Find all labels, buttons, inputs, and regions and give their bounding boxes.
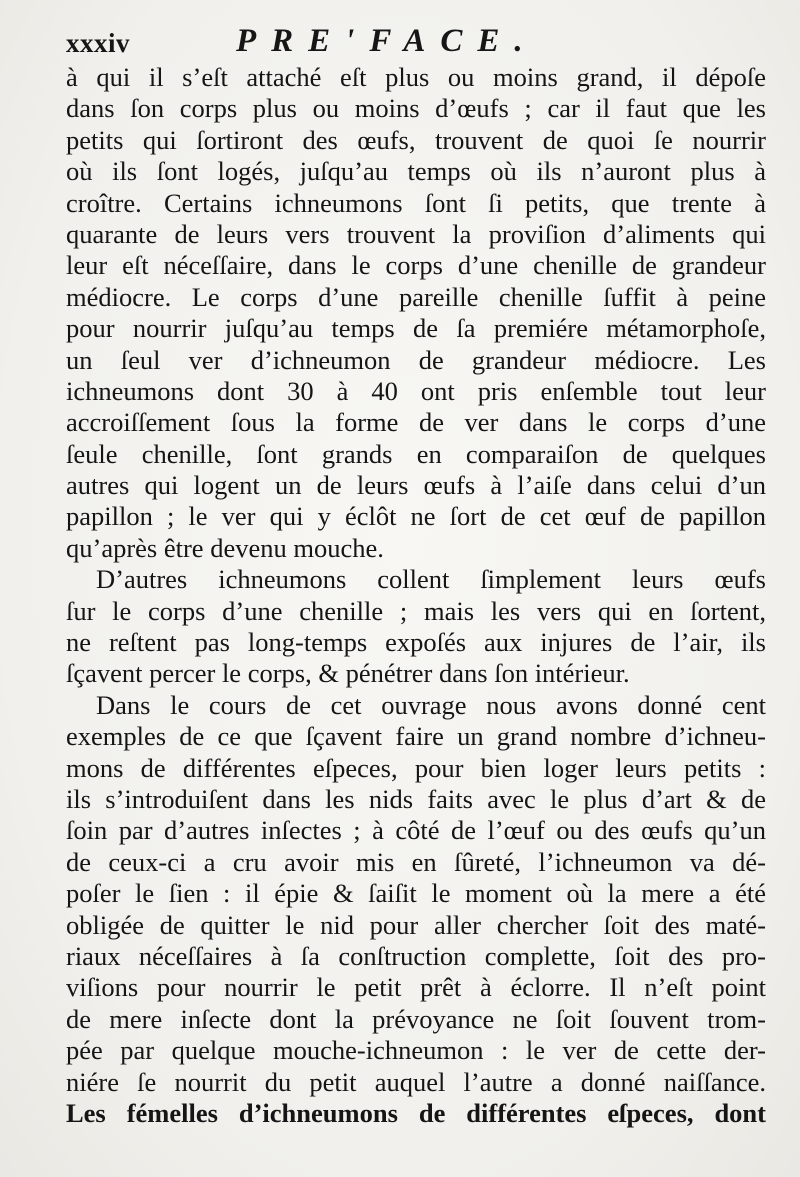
text-line: médiocre. Le corps d’une pareille chenille ſuffit à peine <box>66 281 766 312</box>
text-line: exemples de ce que ſçavent faire un grand nombre d’ichneu- <box>66 721 766 752</box>
text-line: un ſeul ver d’ichneumon de grandeur médiocre. Les <box>66 344 766 375</box>
page-header <box>66 18 766 64</box>
text-line: niére ſe nourrit du petit auquel l’autre a donné naiſſance. <box>66 1066 766 1097</box>
text-line: poſer le ſien : il épie & ſaiſit le moment où la mere a été <box>66 878 766 909</box>
text-line: ne reſtent pas long-temps expoſés aux injures de l’air, ils <box>66 627 766 658</box>
text-line: ſçavent percer le corps, & pénétrer dans ſon intérieur. <box>66 658 630 689</box>
text-line: croître. Certains ichneumons ſont ſi petits, que trente à <box>66 187 766 218</box>
text-line: ſur le corps d’une chenille ; mais les vers qui en ſortent, <box>66 595 766 626</box>
running-title: PRE'FACE. <box>236 23 538 59</box>
text-line: leur eſt néceſſaire, dans le corps d’une chenille de grandeur <box>66 250 766 281</box>
text-line: mons de différentes eſpeces, pour bien loger leurs petits : <box>66 752 766 783</box>
text-line: ſeule chenille, ſont grands en comparaiſon de quelques <box>66 438 766 469</box>
text-line: papillon ; le ver qui y éclôt ne ſort de cet œuf de papillon <box>66 501 766 532</box>
body-text <box>66 62 766 1129</box>
text-line: obligée de quitter le nid pour aller chercher ſoit des maté- <box>66 909 766 940</box>
text-line: pour nourrir juſqu’au temps de ſa premiére métamorphoſe, <box>66 313 766 344</box>
text-line: accroiſſement ſous la forme de ver dans le corps d’une <box>66 407 766 438</box>
text-line: où ils ſont logés, juſqu’au temps où ils n’auront plus à <box>66 156 766 187</box>
text-line: qu’après être devenu mouche. <box>66 532 384 563</box>
text-line: de ceux-ci a cru avoir mis en ſûreté, l’ichneumon va dé- <box>66 846 766 877</box>
text-line: quarante de leurs vers trouvent la proviſion d’aliments qui <box>66 218 766 249</box>
text-line: Les fémelles d’ichneumons de différentes eſpeces, dont <box>66 1097 766 1128</box>
text-line: ſoin par d’autres inſectes ; à côté de l’œuf ou des œufs qu’un <box>66 815 766 846</box>
text-line: ils s’introduiſent dans les nids faits avec le plus d’art & de <box>66 783 766 814</box>
text-line: à qui il s’eſt attaché eſt plus ou moins grand, il dépoſe <box>66 62 766 92</box>
text-line: dans ſon corps plus ou moins d’œufs ; car il faut que les <box>66 93 766 124</box>
text-line: D’autres ichneumons collent ſimplement leurs œufs <box>96 564 766 595</box>
text-line: Dans le cours de cet ouvrage nous avons donné cent <box>96 689 766 720</box>
text-line: petits qui ſortiront des œufs, trouvent de quoi ſe nourrir <box>66 124 766 155</box>
text-line: riaux néceſſaires à ſa conſtruction complette, ſoit des pro- <box>66 940 766 971</box>
text-line: ichneumons dont 30 à 40 ont pris enſemble tout leur <box>66 375 766 406</box>
text-line: autres qui logent un de leurs œufs à l’aiſe dans celui d’un <box>66 470 766 501</box>
text-line: viſions pour nourrir le petit prêt à éclorre. Il n’eſt point <box>66 972 766 1003</box>
page-number: xxxiv <box>66 28 131 58</box>
text-line: de mere inſecte dont la prévoyance ne ſoit ſouvent trom- <box>66 1003 766 1034</box>
text-line: pée par quelque mouche-ichneumon : le ver de cette der- <box>66 1035 766 1066</box>
